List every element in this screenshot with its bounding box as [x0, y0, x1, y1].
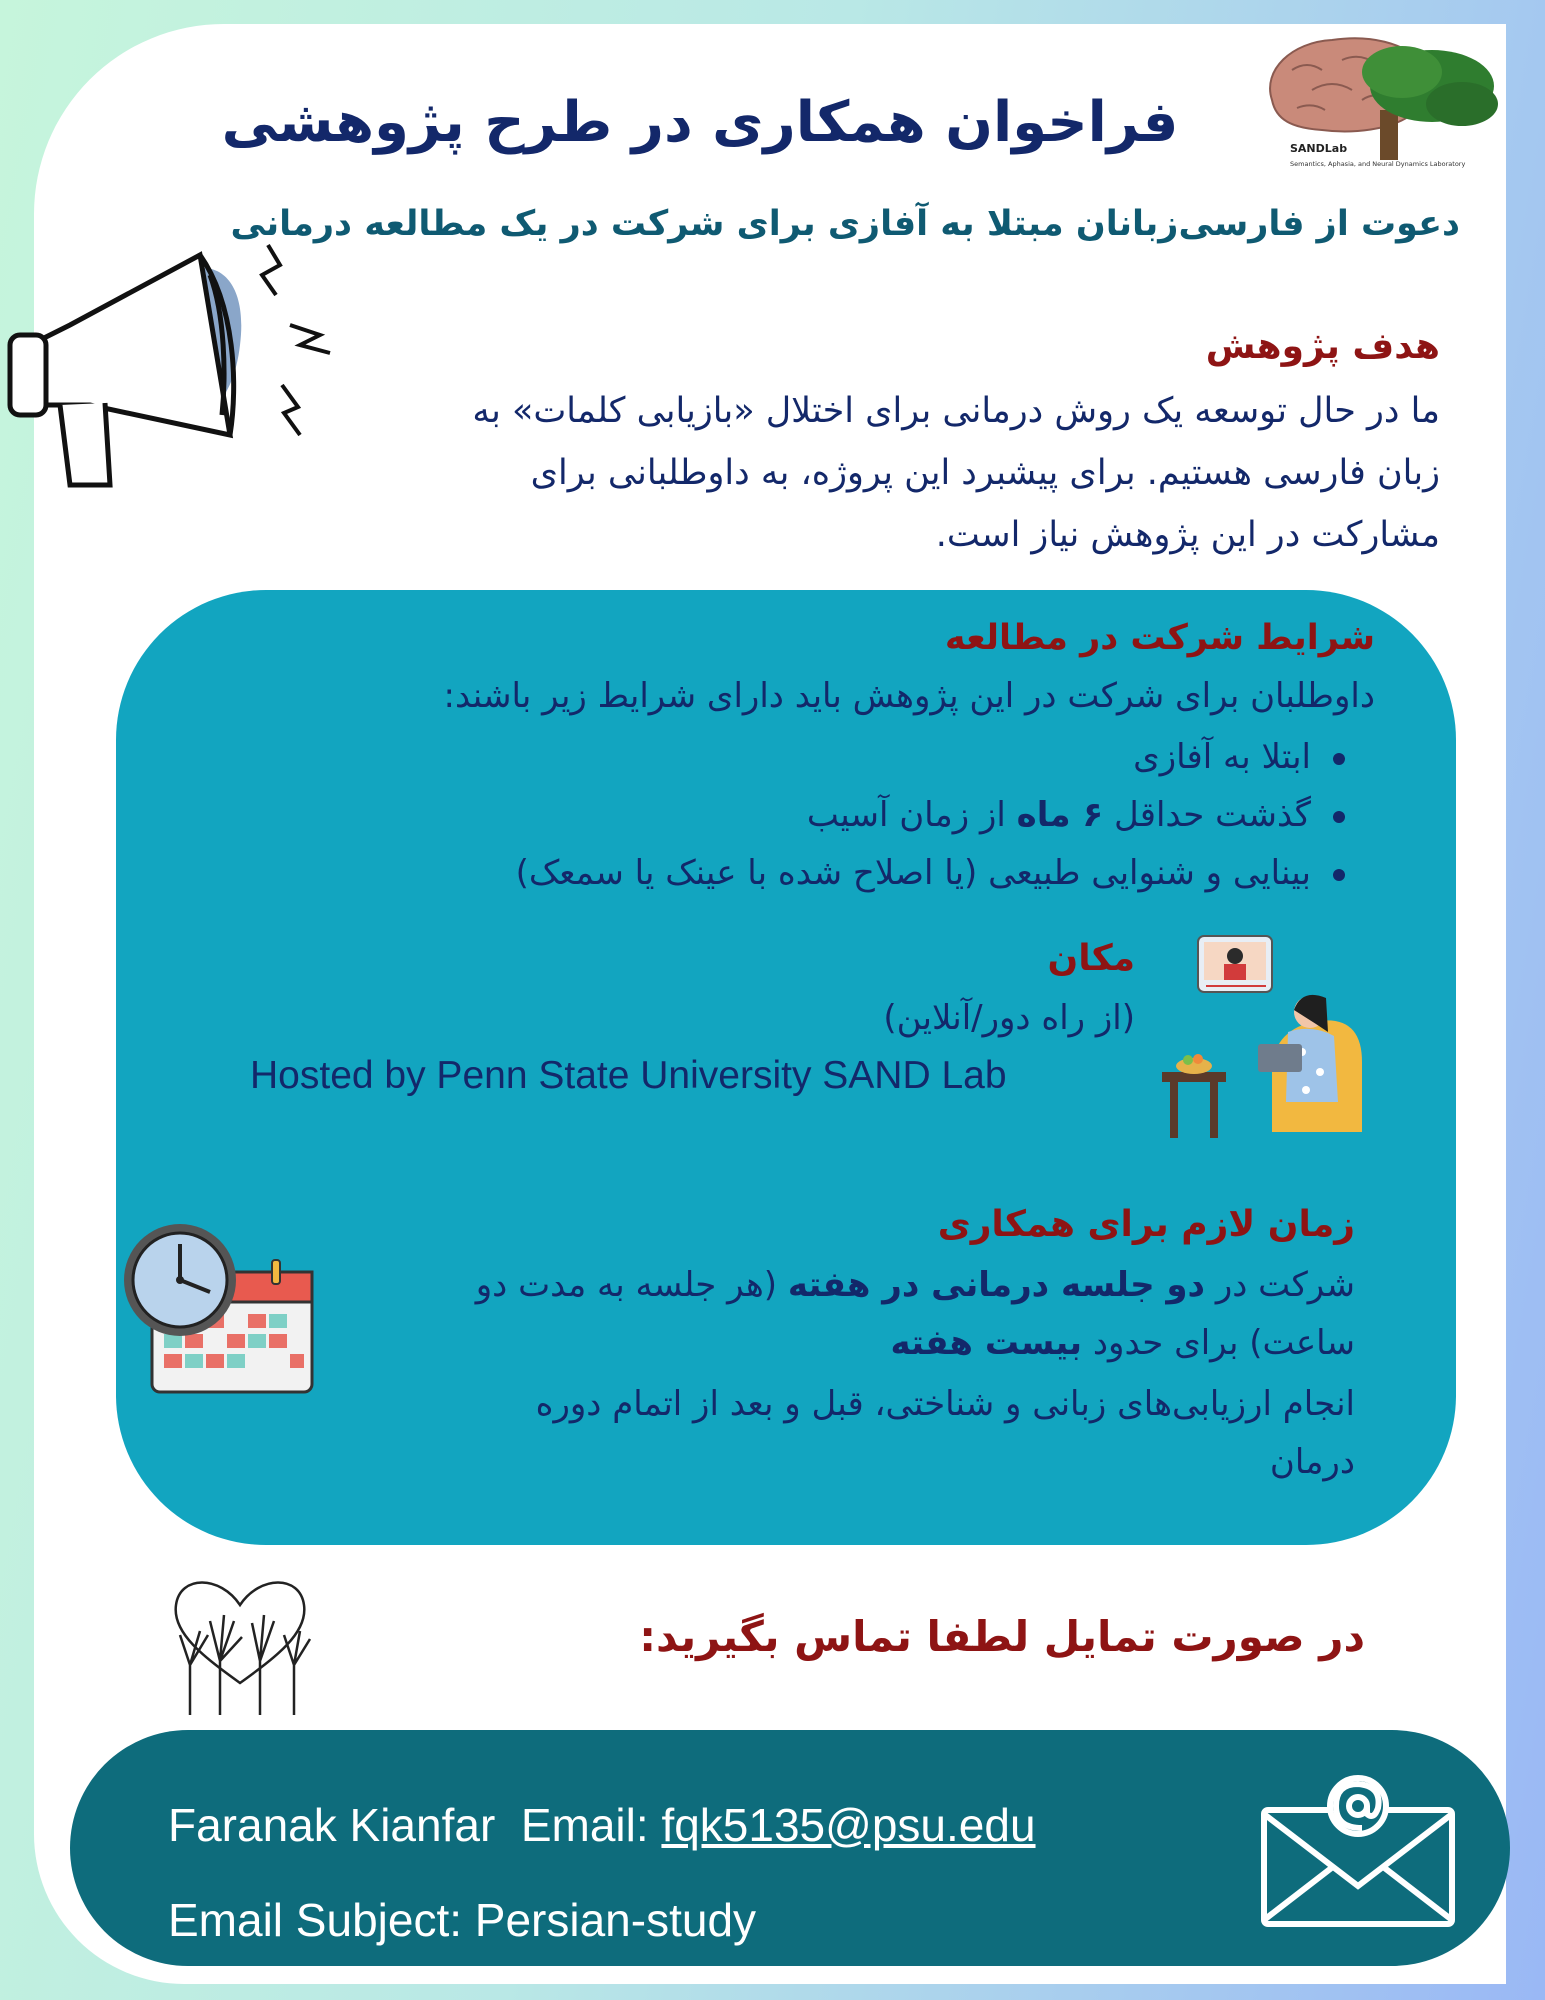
place-host: Hosted by Penn State University SAND Lab	[250, 1054, 1007, 1097]
envelope-icon	[1258, 1770, 1458, 1930]
conditions-heading: شرایط شرکت در مطالعه	[944, 618, 1375, 658]
email-label: Email:	[520, 1799, 649, 1851]
logo-subtitle: Semantics, Aphasia, and Neural Dynamics Laboratory	[1290, 160, 1466, 168]
place-heading: مکان	[1047, 938, 1135, 979]
goal-heading: هدف پژوهش	[1205, 326, 1440, 367]
page-title: فراخوان همکاری در طرح پژوهشی	[221, 90, 1179, 155]
megaphone-icon	[0, 235, 350, 515]
page-subtitle: دعوت از فارسی‌زبانان مبتلا به آفازی برای شرکت در یک مطالعه درمانی	[230, 204, 1460, 244]
logo-name: SANDLab	[1290, 142, 1348, 155]
time-assessments: انجام ارزیابی‌های زبانی و شناختی، قبل و بعد از اتمام دوره درمان	[535, 1384, 1355, 1482]
place-mode: (از راه دور/آنلاین)	[883, 998, 1135, 1038]
time-heading: زمان لازم برای همکاری	[937, 1204, 1355, 1245]
clock-calendar-icon	[122, 1222, 322, 1397]
contact-heading: در صورت تمایل لطفا تماس بگیرید:	[639, 1612, 1365, 1661]
contact-line	[168, 1798, 1036, 1852]
subject-line	[168, 1893, 756, 1947]
subject-value: Persian-study	[474, 1894, 757, 1946]
list-item: گذشت حداقل ۶ ماه از زمان آسیب	[516, 786, 1345, 844]
woman-laptop-icon	[1162, 932, 1372, 1142]
conditions-list	[516, 728, 1345, 902]
contact-name: Faranak Kianfar	[168, 1799, 496, 1851]
bullet-icon	[1333, 869, 1345, 881]
email-link[interactable]: fqk5135@psu.edu	[661, 1799, 1036, 1851]
list-item: بینایی و شنوایی طبیعی (یا اصلاح شده با عینک یا سمعک)	[516, 844, 1345, 902]
subject-label: Email Subject:	[168, 1894, 463, 1946]
bullet-icon	[1333, 753, 1345, 765]
raised-hands-icon	[160, 1565, 320, 1715]
goal-text: ما در حال توسعه یک روش درمانی برای اختلال «بازیابی کلمات» به زبان فارسی هستیم. برای پیشبرد این پروژه، به داوطلبانی برای مشارکت در این پژوهش نیاز است.	[472, 391, 1440, 555]
time-sessions: شرکت در دو جلسه درمانی در هفته (هر جلسه به مدت دو ساعت) برای حدود بیست هفته	[475, 1265, 1355, 1363]
list-item: ابتلا به آفازی	[516, 728, 1345, 786]
conditions-intro: داوطلبان برای شرکت در این پژوهش باید دارای شرایط زیر باشند:	[443, 676, 1375, 716]
bullet-icon	[1333, 811, 1345, 823]
